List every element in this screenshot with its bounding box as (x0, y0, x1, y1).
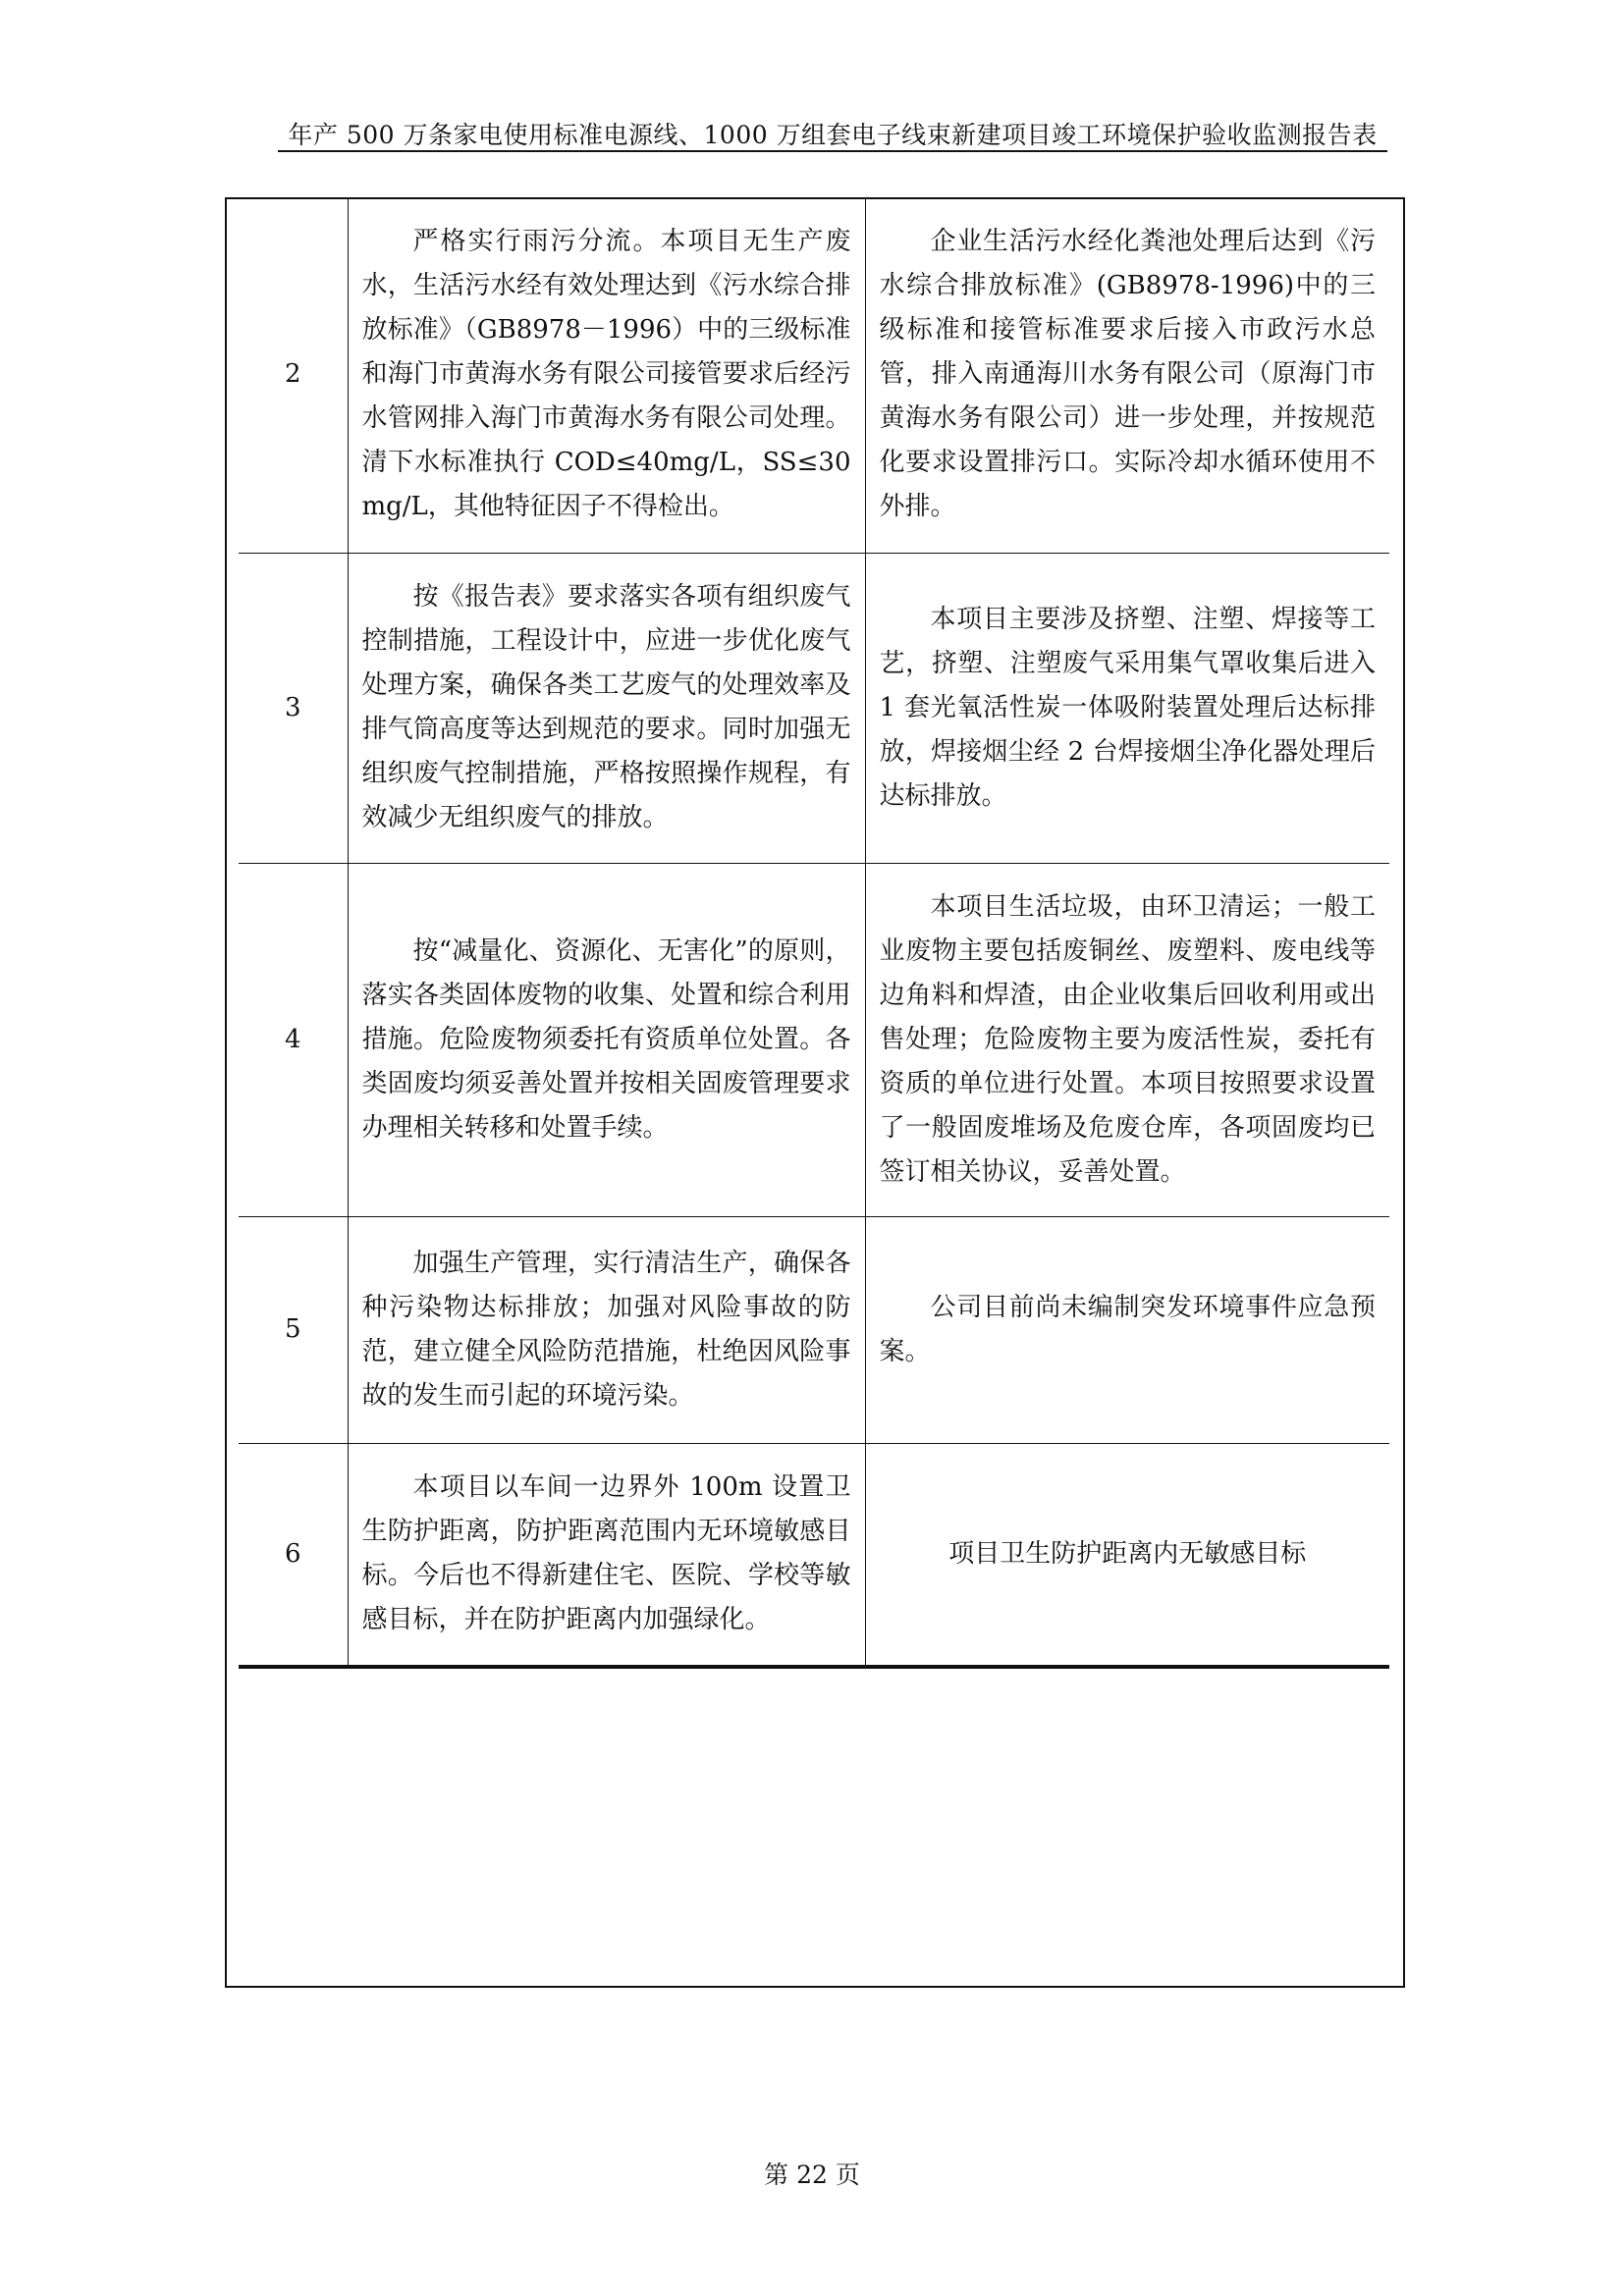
result-cell (865, 197, 1389, 553)
result-text: 项目卫生防护距离内无敏感目标 (948, 1538, 1307, 1569)
result-text: 本项目生活垃圾，由环卫清运；一般工业废物主要包括废铜丝、废塑料、废电线等边角料和焊渣，由企业收集后回收利用或出售处理；危险废物主要为废活性炭，委托有资质的单位进行处置。本项目按照要求设置了一般固废堆场及危废仓库，各项固废均已签订相关协议，妥善处置。 (879, 891, 1376, 1187)
table-row (239, 1443, 1389, 1667)
report-header-title: 年产 500 万条家电使用标准电源线、1000 万组套电子线束新建项目竣工环境保护验收监测报告表 (288, 121, 1378, 149)
page-number: 第 22 页 (764, 2161, 860, 2189)
result-text: 企业生活污水经化粪池处理后达到《污水综合排放标准》(GB8978-1996)中的三级标准和接管标准要求后接入市政污水总管，排入南通海川水务有限公司（原海门市黄海水务有限公司）进一步处理，并按规范化要求设置排污口。实际冷却水循环使用不外排。 (879, 227, 1376, 522)
requirement-cell (348, 1216, 865, 1443)
table-row (239, 863, 1389, 1216)
row-number: 4 (239, 863, 348, 1216)
requirement-cell (348, 1443, 865, 1667)
row-number: 6 (239, 1443, 348, 1667)
acceptance-table (239, 197, 1389, 1669)
result-cell (865, 1443, 1389, 1667)
requirement-cell (348, 863, 865, 1216)
result-text: 公司目前尚未编制突发环境事件应急预案。 (879, 1292, 1376, 1366)
requirement-cell (348, 197, 865, 553)
requirement-text: 按《报告表》要求落实各项有组织废气控制措施，工程设计中，应进一步优化废气处理方案，确保各类工艺废气的处理效率及排气筒高度等达到规范的要求。同时加强无组织废气控制措施，严格按照操作规程，有效减少无组织废气的排放。 (361, 582, 851, 832)
result-text: 本项目主要涉及挤塑、注塑、焊接等工艺，挤塑、注塑废气采用集气罩收集后进入 1 套光氧活性炭一体吸附装置处理后达标排放，焊接烟尘经 2 台焊接烟尘净化器处理后达标排放。 (879, 604, 1376, 811)
row-number: 3 (239, 553, 348, 863)
table-row (239, 553, 1389, 863)
header-rule (278, 150, 1387, 152)
requirement-cell (348, 553, 865, 863)
result-cell (865, 1216, 1389, 1443)
table-row (239, 197, 1389, 553)
result-cell (865, 863, 1389, 1216)
requirement-text: 加强生产管理，实行清洁生产，确保各种污染物达标排放；加强对风险事故的防范，建立健全风险防范措施，杜绝因风险事故的发生而引起的环境污染。 (361, 1248, 851, 1411)
row-number: 2 (239, 197, 348, 553)
requirement-text: 按“减量化、资源化、无害化”的原则，落实各类固体废物的收集、处置和综合利用措施。危险废物须委托有资质单位处置。各类固废均须妥善处置并按相关固废管理要求办理相关转移和处置手续。 (361, 935, 851, 1143)
requirement-text: 严格实行雨污分流。本项目无生产废水，生活污水经有效处理达到《污水综合排放标准》（GB8978－1996）中的三级标准和海门市黄海水务有限公司接管要求后经污水管网排入海门市黄海水务有限公司处理。清下水标准执行 COD≤40mg/L，SS≤30 mg/L，其他特征因子不得检出。 (361, 227, 851, 522)
requirement-text: 本项目以车间一边界外 100m 设置卫生防护距离，防护距离范围内无环境敏感目标。今后也不得新建住宅、医院、学校等敏感目标，并在防护距离内加强绿化。 (361, 1472, 851, 1635)
table-row (239, 1216, 1389, 1443)
row-number: 5 (239, 1216, 348, 1443)
result-cell (865, 553, 1389, 863)
